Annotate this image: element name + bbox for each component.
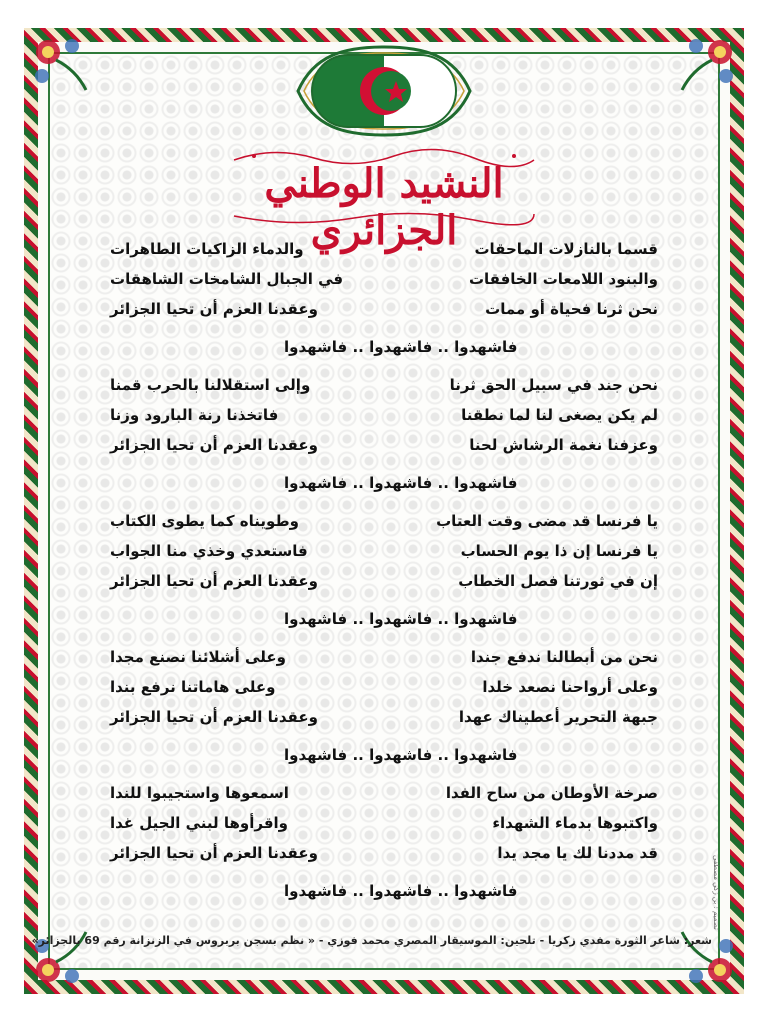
stanza xyxy=(110,236,658,372)
verse-left: وعلى أشلائنا نصنع مجدا xyxy=(110,648,286,666)
title-banner xyxy=(214,146,554,254)
anthem-text xyxy=(110,236,658,908)
verse-right: جبهة التحرير أعطيناك عهدا xyxy=(458,708,658,726)
verse-right: نحن ثرنا فحياة أو ممات xyxy=(485,300,658,318)
flag-icon xyxy=(294,45,474,137)
page-title: النشيد الوطني الجزائري xyxy=(264,160,504,254)
verse-row xyxy=(110,432,658,462)
verse-right: لم يكن يصغى لنا لما نطقنا xyxy=(461,406,658,424)
refrain-text: فاشهدوا .. فاشهدوا .. فاشهدوا xyxy=(284,338,518,356)
verse-left: اسمعوها واستجيبوا للندا xyxy=(110,784,289,802)
verse-row xyxy=(110,236,658,266)
verse-right: والبنود اللامعات الخافقات xyxy=(468,270,658,288)
verse-right: نحن جند في سبيل الحق ثرنا xyxy=(449,376,658,394)
verse-row xyxy=(110,644,658,674)
designer-credit: تصميم : بن زكي مصطفى xyxy=(712,855,720,930)
verse-left: وطويناه كما يطوى الكتاب xyxy=(110,512,299,530)
refrain xyxy=(110,470,658,500)
credits-line: شعر: شاعر الثورة مفدي زكريا - تلحين: الموسيقار المصري محمد فوزي - « نظم بسجن بربروس في الزنزانة رقم 69 بالجزائر» xyxy=(31,934,712,947)
verse-right: صرخة الأوطان من ساح الفدا xyxy=(445,784,658,802)
verse-row xyxy=(110,266,658,296)
verse-left: فاستعدي وخذي منا الجواب xyxy=(110,542,308,560)
verse-row xyxy=(110,704,658,734)
refrain-text: فاشهدوا .. فاشهدوا .. فاشهدوا xyxy=(284,882,518,900)
verse-row xyxy=(110,296,658,326)
verse-row xyxy=(110,508,658,538)
verse-right: إن في ثورتنا فصل الخطاب xyxy=(458,572,658,590)
verse-left: وعقدنا العزم أن تحيا الجزائر xyxy=(110,572,318,590)
verse-row xyxy=(110,538,658,568)
verse-left: وعقدنا العزم أن تحيا الجزائر xyxy=(110,300,318,318)
refrain-text: فاشهدوا .. فاشهدوا .. فاشهدوا xyxy=(284,746,518,764)
verse-left: واقرأوها لبني الجيل غدا xyxy=(110,814,288,832)
stanza xyxy=(110,372,658,508)
verse-left: وعلى هاماتنا نرفع بندا xyxy=(110,678,276,696)
verse-right: يا فرنسا قد مضى وقت العتاب xyxy=(436,512,658,530)
stanza xyxy=(110,508,658,644)
verse-right: وعلى أرواحنا نصعد خلدا xyxy=(482,678,658,696)
verse-left: وعقدنا العزم أن تحيا الجزائر xyxy=(110,844,318,862)
verse-row xyxy=(110,402,658,432)
verse-row xyxy=(110,840,658,870)
verse-left: وإلى استقلالنا بالحرب قمنا xyxy=(110,376,311,394)
corner-ornament-top-left xyxy=(26,30,96,100)
refrain xyxy=(110,742,658,772)
verse-left: في الجبال الشامخات الشاهقات xyxy=(110,270,344,288)
corner-ornament-top-right xyxy=(672,30,742,100)
verse-row xyxy=(110,674,658,704)
verse-row xyxy=(110,568,658,598)
corner-ornament-bottom-right xyxy=(672,922,742,992)
verse-right: يا فرنسا إن ذا يوم الحساب xyxy=(460,542,658,560)
verse-right: قد مددنا لك يا مجد يدا xyxy=(497,844,658,862)
verse-right: واكتبوها بدماء الشهداء xyxy=(492,814,658,832)
verse-left: فاتخذنا رنة البارود وزنا xyxy=(110,406,279,424)
verse-right: نحن من أبطالنا ندفع جندا xyxy=(470,648,658,666)
stanza xyxy=(110,780,658,908)
algerian-flag xyxy=(294,45,474,137)
refrain xyxy=(110,878,658,908)
verse-row xyxy=(110,810,658,840)
refrain-text: فاشهدوا .. فاشهدوا .. فاشهدوا xyxy=(284,610,518,628)
stanza xyxy=(110,644,658,780)
verse-left: وعقدنا العزم أن تحيا الجزائر xyxy=(110,708,318,726)
refrain-text: فاشهدوا .. فاشهدوا .. فاشهدوا xyxy=(284,474,518,492)
corner-ornament-bottom-left xyxy=(26,922,96,992)
verse-left: وعقدنا العزم أن تحيا الجزائر xyxy=(110,436,318,454)
refrain xyxy=(110,606,658,636)
verse-right: قسما بالنازلات الماحقات xyxy=(474,240,658,258)
verse-row xyxy=(110,780,658,810)
verse-right: وعزفنا نغمة الرشاش لحنا xyxy=(469,436,658,454)
refrain xyxy=(110,334,658,364)
verse-left: والدماء الزاكيات الطاهرات xyxy=(110,240,304,258)
verse-row xyxy=(110,372,658,402)
